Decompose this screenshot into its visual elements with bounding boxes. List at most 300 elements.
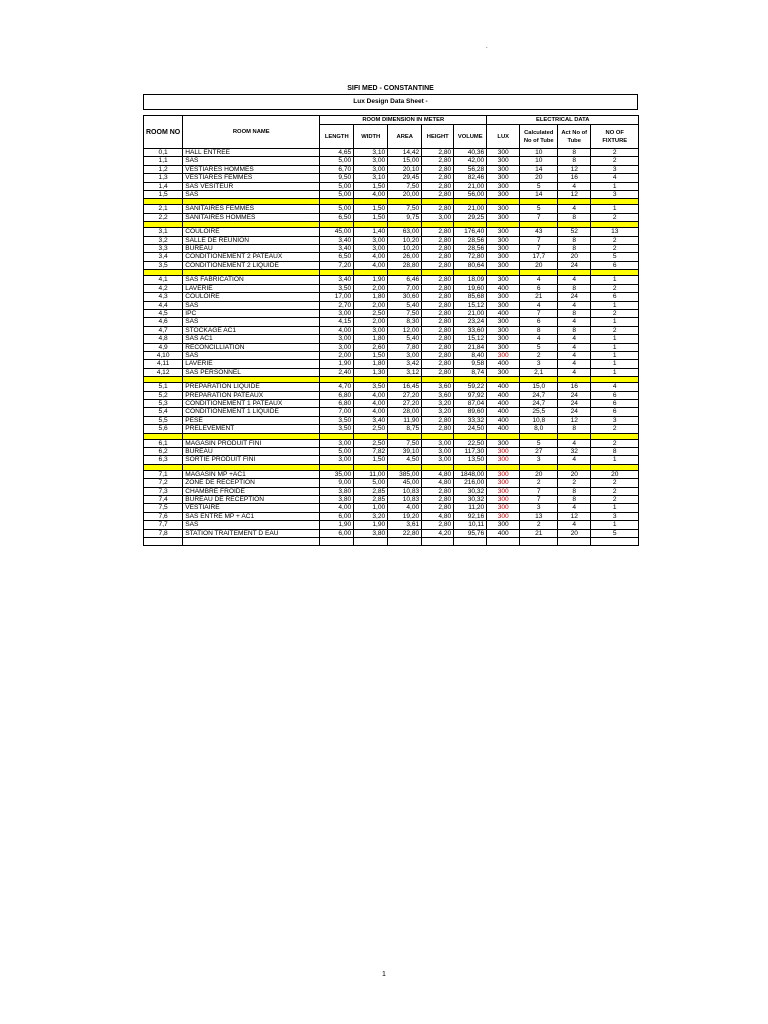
header-area: AREA (388, 125, 422, 149)
area-cell: 7,50 (388, 205, 422, 213)
act-tube-cell: 24 (558, 293, 591, 301)
act-tube-cell: 4 (558, 182, 591, 190)
room-no-cell: 4,4 (144, 301, 183, 309)
volume-cell: 21,00 (454, 205, 487, 213)
width-cell: 1,50 (354, 351, 388, 359)
length-cell: 9,00 (320, 479, 354, 487)
area-cell: 8,75 (388, 425, 422, 433)
length-cell: 35,00 (320, 470, 354, 478)
calc-tube-cell: 10 (520, 157, 558, 165)
fixture-cell: 2 (591, 245, 639, 253)
width-cell: 2,50 (354, 439, 388, 447)
room-name-cell: IPC (183, 309, 320, 317)
calc-tube-cell: 24,7 (520, 399, 558, 407)
fixture-cell: 3 (591, 165, 639, 173)
room-name-cell: SAS ENTRE MP + AC1 (183, 512, 320, 520)
volume-cell: 24,50 (454, 425, 487, 433)
fixture-cell: 4 (591, 174, 639, 182)
height-cell: 2,80 (422, 276, 454, 284)
calc-tube-cell: 21 (520, 529, 558, 537)
lux-cell: 400 (487, 391, 520, 399)
lux-cell: 300 (487, 504, 520, 512)
room-no-cell: 2,2 (144, 213, 183, 221)
volume-cell: 30,32 (454, 487, 487, 495)
room-no-cell: 5,6 (144, 425, 183, 433)
act-tube-cell: 4 (558, 456, 591, 464)
length-cell: 2,40 (320, 368, 354, 376)
width-cell: 2,00 (354, 318, 388, 326)
room-no-cell: 3,2 (144, 236, 183, 244)
room-no-cell: 7,5 (144, 504, 183, 512)
calc-tube-cell: 10,8 (520, 416, 558, 424)
room-name-cell: CONDITIONEMENT 2 PATEAUX (183, 253, 320, 261)
length-cell: 3,50 (320, 416, 354, 424)
room-name-cell: BUREAU (183, 245, 320, 253)
volume-cell: 80,64 (454, 261, 487, 269)
area-cell: 7,80 (388, 343, 422, 351)
calc-tube-cell: 20 (520, 174, 558, 182)
table-row (144, 157, 639, 165)
height-cell: 2,80 (422, 157, 454, 165)
calc-tube-cell: 3 (520, 504, 558, 512)
height-cell: 3,00 (422, 456, 454, 464)
act-tube-cell: 8 (558, 496, 591, 504)
act-tube-cell: 20 (558, 529, 591, 537)
height-cell: 3,00 (422, 448, 454, 456)
volume-cell: 22,50 (454, 439, 487, 447)
room-name-cell: CHAMBRE FROIDE (183, 487, 320, 495)
table-row (144, 439, 639, 447)
width-cell: 3,10 (354, 149, 388, 157)
lux-cell: 300 (487, 326, 520, 334)
lux-cell: 300 (487, 157, 520, 165)
length-cell: 3,40 (320, 236, 354, 244)
height-cell: 2,80 (422, 228, 454, 236)
calc-tube-cell: 10 (520, 149, 558, 157)
width-cell: 1,40 (354, 228, 388, 236)
lux-cell: 300 (487, 276, 520, 284)
lux-cell: 300 (487, 368, 520, 376)
area-cell: 10,20 (388, 245, 422, 253)
table-row (144, 479, 639, 487)
lux-cell: 300 (487, 165, 520, 173)
act-tube-cell: 16 (558, 383, 591, 391)
volume-cell: 9,58 (454, 360, 487, 368)
room-name-cell: VESTIARES FEMMES (183, 174, 320, 182)
area-cell: 9,75 (388, 213, 422, 221)
area-cell: 27,20 (388, 399, 422, 407)
lux-cell: 300 (487, 470, 520, 478)
lux-cell: 300 (487, 149, 520, 157)
volume-cell: 59,22 (454, 383, 487, 391)
calc-tube-cell: 7 (520, 236, 558, 244)
volume-cell: 11,20 (454, 504, 487, 512)
act-tube-cell: 8 (558, 326, 591, 334)
room-no-cell: 7,4 (144, 496, 183, 504)
room-name-cell: PREPARATION LIQUIDE (183, 383, 320, 391)
room-no-cell: 1,5 (144, 191, 183, 199)
lux-cell: 300 (487, 343, 520, 351)
fixture-cell: 2 (591, 157, 639, 165)
room-no-cell: 6,1 (144, 439, 183, 447)
room-name-cell: SAS (183, 351, 320, 359)
room-name-cell: SAS (183, 521, 320, 529)
area-cell: 4,50 (388, 456, 422, 464)
lux-cell: 300 (487, 236, 520, 244)
fixture-cell: 2 (591, 479, 639, 487)
volume-cell: 89,60 (454, 408, 487, 416)
table-row (144, 276, 639, 284)
room-no-cell: 1,1 (144, 157, 183, 165)
calc-tube-cell: 4 (520, 276, 558, 284)
table-row (144, 318, 639, 326)
length-cell: 6,00 (320, 512, 354, 520)
lux-cell: 300 (487, 205, 520, 213)
table-row (144, 399, 639, 407)
act-tube-cell: 8 (558, 425, 591, 433)
room-no-cell: 7,2 (144, 479, 183, 487)
height-cell: 4,20 (422, 529, 454, 537)
room-no-cell: 4,11 (144, 360, 183, 368)
table-row (144, 504, 639, 512)
fixture-cell: 6 (591, 261, 639, 269)
height-cell: 2,80 (422, 174, 454, 182)
fixture-cell: 6 (591, 408, 639, 416)
height-cell: 3,60 (422, 391, 454, 399)
length-cell: 5,00 (320, 157, 354, 165)
volume-cell: 19,60 (454, 284, 487, 292)
height-cell: 2,80 (422, 245, 454, 253)
area-cell: 7,50 (388, 182, 422, 190)
width-cell: 3,00 (354, 157, 388, 165)
document-subtitle: Lux Design Data Sheet - (143, 94, 638, 110)
height-cell: 2,80 (422, 191, 454, 199)
width-cell: 2,00 (354, 301, 388, 309)
volume-cell: 40,36 (454, 149, 487, 157)
width-cell: 3,50 (354, 383, 388, 391)
calc-tube-cell: 2 (520, 521, 558, 529)
area-cell: 12,00 (388, 326, 422, 334)
area-cell: 16,45 (388, 383, 422, 391)
volume-cell: 21,84 (454, 343, 487, 351)
fixture-cell: 6 (591, 399, 639, 407)
fixture-cell: 20 (591, 470, 639, 478)
act-tube-cell: 8 (558, 149, 591, 157)
act-tube-cell: 4 (558, 318, 591, 326)
act-tube-cell: 4 (558, 343, 591, 351)
act-tube-cell: 8 (558, 487, 591, 495)
length-cell: 2,00 (320, 351, 354, 359)
lux-cell: 300 (487, 318, 520, 326)
area-cell: 15,00 (388, 157, 422, 165)
room-no-cell: 5,5 (144, 416, 183, 424)
table-row (144, 360, 639, 368)
lux-cell: 400 (487, 309, 520, 317)
empty-row (144, 538, 639, 546)
area-cell: 11,90 (388, 416, 422, 424)
calc-tube-cell: 25,5 (520, 408, 558, 416)
room-name-cell: COULOIRE (183, 293, 320, 301)
length-cell: 7,00 (320, 408, 354, 416)
room-name-cell: PRELEVEMENT (183, 425, 320, 433)
act-tube-cell: 2 (558, 479, 591, 487)
calc-tube-cell: 5 (520, 182, 558, 190)
length-cell: 6,50 (320, 253, 354, 261)
room-no-cell: 5,2 (144, 391, 183, 399)
room-name-cell: STOCKAGE AC1 (183, 326, 320, 334)
calc-tube-cell: 7 (520, 487, 558, 495)
volume-cell: 97,92 (454, 391, 487, 399)
room-no-cell: 4,6 (144, 318, 183, 326)
width-cell: 3,00 (354, 245, 388, 253)
table-row (144, 309, 639, 317)
fixture-cell: 2 (591, 236, 639, 244)
table-row (144, 174, 639, 182)
act-tube-cell: 24 (558, 408, 591, 416)
length-cell: 3,00 (320, 456, 354, 464)
height-cell: 2,80 (422, 253, 454, 261)
length-cell: 17,00 (320, 293, 354, 301)
volume-cell: 92,16 (454, 512, 487, 520)
area-cell: 28,80 (388, 261, 422, 269)
area-cell: 30,60 (388, 293, 422, 301)
room-no-cell: 6,3 (144, 456, 183, 464)
length-cell: 3,80 (320, 487, 354, 495)
length-cell: 9,50 (320, 174, 354, 182)
calc-tube-cell: 14 (520, 191, 558, 199)
room-name-cell: CONDITIONEMENT 2 LIQUIDE (183, 261, 320, 269)
act-tube-cell: 8 (558, 157, 591, 165)
fixture-cell: 1 (591, 301, 639, 309)
act-tube-cell: 8 (558, 213, 591, 221)
volume-cell: 72,80 (454, 253, 487, 261)
width-cell: 1,80 (354, 293, 388, 301)
fixture-cell: 1 (591, 368, 639, 376)
length-cell: 3,00 (320, 439, 354, 447)
fixture-cell: 2 (591, 439, 639, 447)
height-cell: 2,80 (422, 496, 454, 504)
table-row (144, 425, 639, 433)
room-name-cell: MAGASIN PRODUIT FINI (183, 439, 320, 447)
width-cell: 3,80 (354, 529, 388, 537)
fixture-cell: 1 (591, 504, 639, 512)
table-row (144, 368, 639, 376)
area-cell: 7,00 (388, 284, 422, 292)
length-cell: 1,90 (320, 521, 354, 529)
room-no-cell: 1,4 (144, 182, 183, 190)
volume-cell: 15,12 (454, 301, 487, 309)
height-cell: 4,80 (422, 470, 454, 478)
area-cell: 14,42 (388, 149, 422, 157)
table-row (144, 149, 639, 157)
lux-cell: 300 (487, 301, 520, 309)
calc-tube-cell: 2 (520, 479, 558, 487)
lux-cell: 300 (487, 521, 520, 529)
act-tube-cell: 8 (558, 284, 591, 292)
room-name-cell: SANITAIRES FEMMES (183, 205, 320, 213)
length-cell: 2,70 (320, 301, 354, 309)
width-cell: 2,50 (354, 425, 388, 433)
room-name-cell: HALL ENTREE (183, 149, 320, 157)
lux-cell: 300 (487, 487, 520, 495)
fixture-cell: 1 (591, 351, 639, 359)
room-name-cell: SAS (183, 191, 320, 199)
volume-cell: 13,50 (454, 456, 487, 464)
lux-cell: 300 (487, 439, 520, 447)
calc-tube-cell: 27 (520, 448, 558, 456)
table-row (144, 335, 639, 343)
room-name-cell: BUREAU (183, 448, 320, 456)
room-no-cell: 3,1 (144, 228, 183, 236)
room-no-cell: 2,1 (144, 205, 183, 213)
height-cell: 2,80 (422, 416, 454, 424)
width-cell: 11,00 (354, 470, 388, 478)
length-cell: 3,00 (320, 309, 354, 317)
room-no-cell: 4,12 (144, 368, 183, 376)
height-cell: 2,80 (422, 318, 454, 326)
table-row (144, 487, 639, 495)
width-cell: 1,50 (354, 182, 388, 190)
height-cell: 4,80 (422, 512, 454, 520)
header-width: WIDTH (354, 125, 388, 149)
height-cell: 2,80 (422, 504, 454, 512)
table-row (144, 236, 639, 244)
table-row (144, 205, 639, 213)
width-cell: 2,60 (354, 343, 388, 351)
volume-cell: 85,68 (454, 293, 487, 301)
table-row (144, 521, 639, 529)
act-tube-cell: 8 (558, 236, 591, 244)
volume-cell: 117,30 (454, 448, 487, 456)
document-title: SIFI MED - CONSTANTINE (347, 85, 434, 92)
length-cell: 6,80 (320, 399, 354, 407)
act-tube-cell: 8 (558, 245, 591, 253)
lux-cell: 300 (487, 253, 520, 261)
calc-tube-cell: 8 (520, 326, 558, 334)
volume-cell: 216,00 (454, 479, 487, 487)
act-tube-cell: 12 (558, 165, 591, 173)
act-tube-cell: 52 (558, 228, 591, 236)
act-tube-cell: 8 (558, 309, 591, 317)
calc-tube-cell: 24,7 (520, 391, 558, 399)
fixture-cell: 1 (591, 343, 639, 351)
length-cell: 5,00 (320, 191, 354, 199)
height-cell: 2,80 (422, 360, 454, 368)
height-cell: 2,80 (422, 326, 454, 334)
fixture-cell: 1 (591, 205, 639, 213)
calc-tube-cell: 5 (520, 205, 558, 213)
lux-cell: 300 (487, 261, 520, 269)
room-name-cell: SORTIE PRODUIT FINI (183, 456, 320, 464)
width-cell: 4,00 (354, 261, 388, 269)
lux-cell: 300 (487, 512, 520, 520)
room-no-cell: 7,8 (144, 529, 183, 537)
height-cell: 2,80 (422, 368, 454, 376)
height-cell: 2,80 (422, 293, 454, 301)
room-no-cell: 6,2 (144, 448, 183, 456)
calc-tube-cell: 13 (520, 512, 558, 520)
area-cell: 19,20 (388, 512, 422, 520)
area-cell: 7,50 (388, 439, 422, 447)
table-row (144, 343, 639, 351)
room-name-cell: SAS (183, 301, 320, 309)
header-height: HEIGHT (422, 125, 454, 149)
act-tube-cell: 4 (558, 360, 591, 368)
length-cell: 3,50 (320, 425, 354, 433)
table-row (144, 301, 639, 309)
header-calculated-tube: Calculated No of Tube (520, 125, 558, 149)
fixture-cell: 2 (591, 213, 639, 221)
calc-tube-cell: 20 (520, 470, 558, 478)
width-cell: 1,90 (354, 521, 388, 529)
length-cell: 3,40 (320, 245, 354, 253)
table-row (144, 165, 639, 173)
table-row (144, 284, 639, 292)
calc-tube-cell: 21 (520, 293, 558, 301)
height-cell: 3,60 (422, 383, 454, 391)
length-cell: 45,00 (320, 228, 354, 236)
fixture-cell: 3 (591, 512, 639, 520)
fixture-cell: 2 (591, 326, 639, 334)
room-no-cell: 7,3 (144, 487, 183, 495)
width-cell: 1,30 (354, 368, 388, 376)
act-tube-cell: 12 (558, 416, 591, 424)
table-row (144, 391, 639, 399)
area-cell: 63,00 (388, 228, 422, 236)
calc-tube-cell: 7 (520, 213, 558, 221)
length-cell: 1,90 (320, 360, 354, 368)
volume-cell: 18,09 (454, 276, 487, 284)
width-cell: 1,50 (354, 456, 388, 464)
length-cell: 4,00 (320, 326, 354, 334)
table-row (144, 245, 639, 253)
lux-cell: 300 (487, 293, 520, 301)
table-row (144, 261, 639, 269)
calc-tube-cell: 6 (520, 284, 558, 292)
act-tube-cell: 12 (558, 512, 591, 520)
fixture-cell: 6 (591, 293, 639, 301)
room-name-cell: SAS (183, 318, 320, 326)
height-cell: 4,80 (422, 479, 454, 487)
room-no-cell: 5,1 (144, 383, 183, 391)
lux-cell: 300 (487, 456, 520, 464)
table-row (144, 408, 639, 416)
area-cell: 28,00 (388, 408, 422, 416)
width-cell: 3,20 (354, 512, 388, 520)
area-cell: 10,20 (388, 236, 422, 244)
width-cell: 4,00 (354, 408, 388, 416)
table-row (144, 470, 639, 478)
length-cell: 3,50 (320, 284, 354, 292)
lux-cell: 300 (487, 174, 520, 182)
length-cell: 4,00 (320, 504, 354, 512)
calc-tube-cell: 17,7 (520, 253, 558, 261)
length-cell: 4,15 (320, 318, 354, 326)
area-cell: 22,80 (388, 529, 422, 537)
area-cell: 8,30 (388, 318, 422, 326)
calc-tube-cell: 43 (520, 228, 558, 236)
header-electrical-data: ELECTRICAL DATA (487, 116, 639, 125)
room-no-cell: 4,2 (144, 284, 183, 292)
width-cell: 1,50 (354, 205, 388, 213)
table-row (144, 512, 639, 520)
table-row (144, 529, 639, 537)
act-tube-cell: 12 (558, 191, 591, 199)
volume-cell: 56,00 (454, 191, 487, 199)
height-cell: 3,20 (422, 399, 454, 407)
fixture-cell: 1 (591, 360, 639, 368)
act-tube-cell: 4 (558, 205, 591, 213)
